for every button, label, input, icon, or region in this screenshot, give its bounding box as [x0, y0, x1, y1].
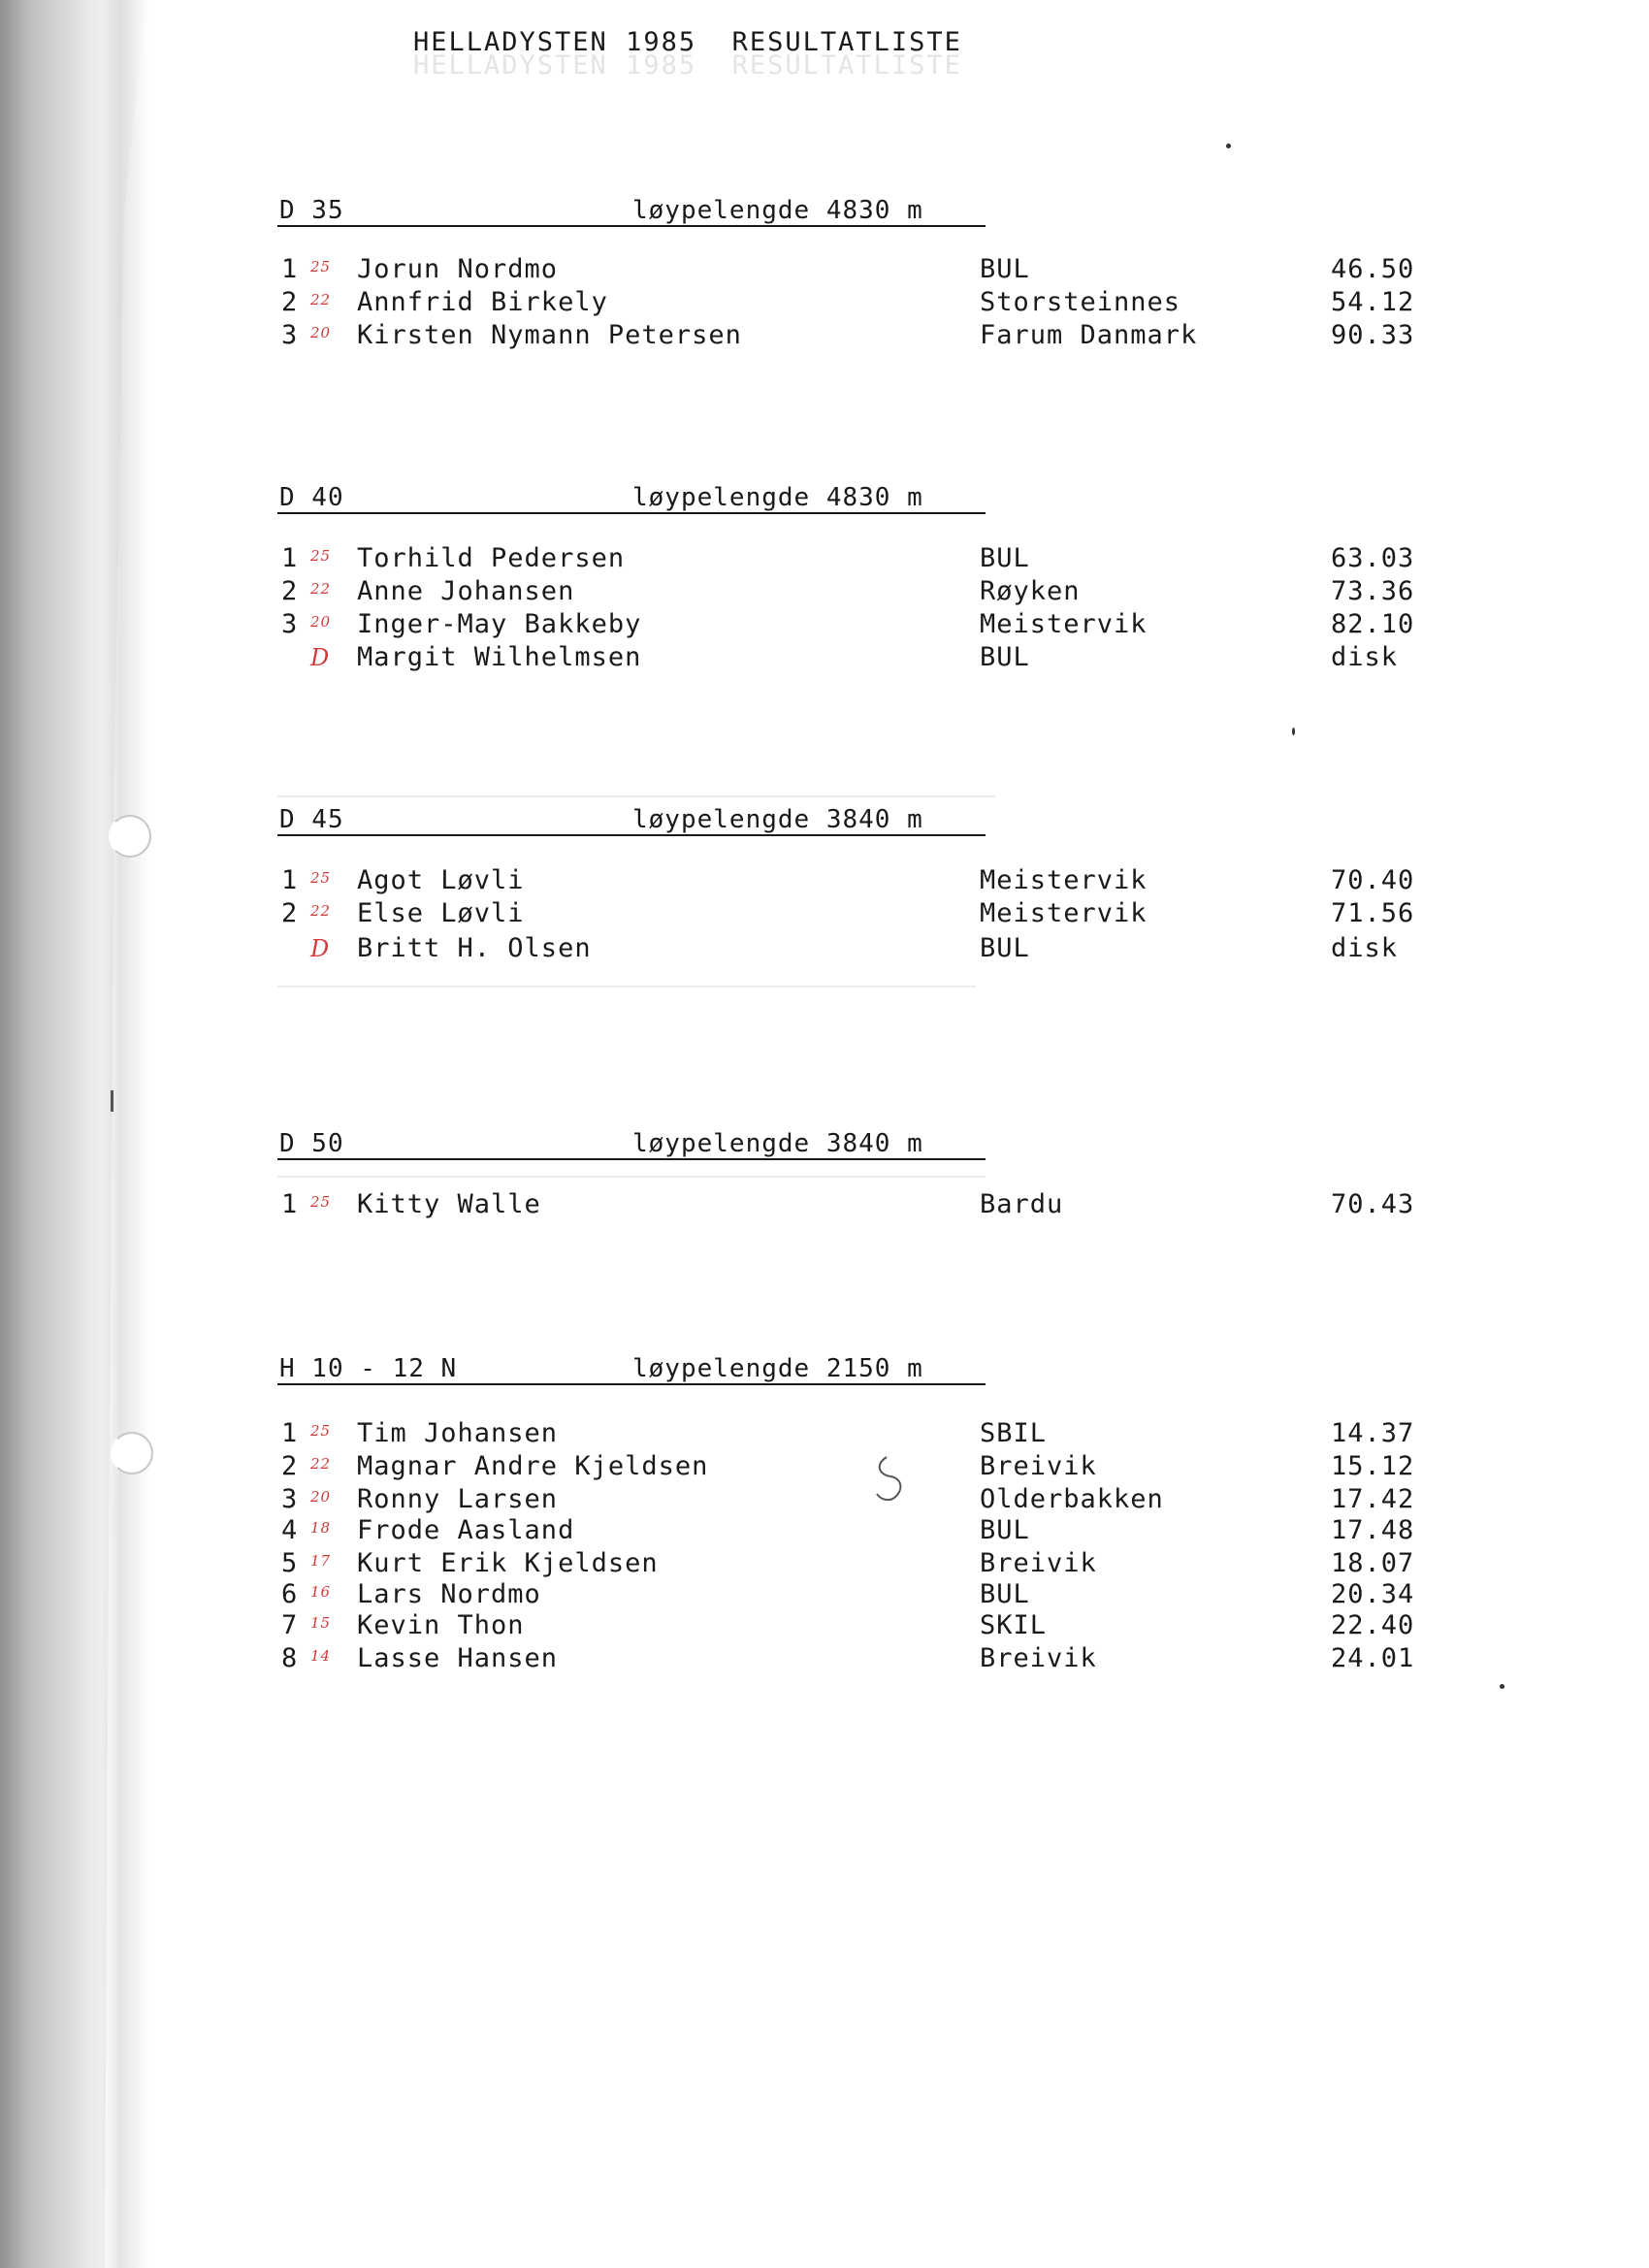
time: 90.33 — [1331, 320, 1415, 350]
section-header-d40 — [277, 479, 986, 514]
runner-name: Lars Nordmo — [357, 1579, 541, 1609]
time: 71.56 — [1331, 898, 1415, 928]
course-length: løypelengde 3840 m — [632, 805, 923, 834]
result-row — [281, 254, 1415, 287]
place: 2 — [281, 898, 299, 928]
class-label: D 45 — [279, 805, 344, 834]
points-annotation: 22 — [310, 1455, 332, 1473]
bleed-through-line — [277, 986, 976, 988]
points-annotation: 25 — [310, 1422, 332, 1440]
time: 17.42 — [1331, 1484, 1415, 1514]
time: 24.01 — [1331, 1643, 1415, 1673]
runner-name: Kitty Walle — [357, 1189, 541, 1219]
runner-name: Lasse Hansen — [357, 1643, 559, 1673]
time: 15.12 — [1331, 1451, 1415, 1481]
points-annotation: 22 — [310, 291, 332, 308]
page-title: HELLADYSTEN 1985 RESULTATLISTE — [413, 27, 962, 57]
class-label: D 50 — [279, 1129, 344, 1158]
points-annotation: 20 — [310, 324, 332, 341]
class-label: D 35 — [279, 196, 344, 225]
points-annotation: 15 — [310, 1614, 332, 1632]
place: 1 — [281, 1418, 299, 1448]
dust-speck — [1226, 144, 1231, 148]
runner-name: Anne Johansen — [357, 576, 575, 606]
place: 5 — [281, 1548, 299, 1578]
club: BUL — [980, 1579, 1030, 1609]
club: Breivik — [980, 1548, 1097, 1578]
time: 14.37 — [1331, 1418, 1415, 1448]
result-row — [281, 1579, 1415, 1612]
place: 4 — [281, 1515, 299, 1545]
club: Bardu — [980, 1189, 1064, 1219]
margin-mark — [111, 1090, 113, 1112]
place: 6 — [281, 1579, 299, 1609]
runner-name: Agot Løvli — [357, 865, 525, 895]
result-row — [281, 609, 1415, 642]
result-row — [281, 576, 1415, 609]
club: SKIL — [980, 1610, 1048, 1640]
disqualified-annotation: D — [310, 644, 331, 671]
points-annotation: 18 — [310, 1519, 332, 1537]
place: 3 — [281, 320, 299, 350]
place: 1 — [281, 1189, 299, 1219]
result-row — [281, 865, 1415, 898]
course-length: løypelengde 4830 m — [632, 483, 923, 512]
time: 18.07 — [1331, 1548, 1415, 1578]
result-row — [281, 543, 1415, 576]
runner-name: Tim Johansen — [357, 1418, 559, 1448]
points-annotation: 22 — [310, 902, 332, 920]
time: 46.50 — [1331, 254, 1415, 284]
points-annotation: 25 — [310, 258, 332, 275]
points-annotation: 14 — [310, 1647, 332, 1665]
place: 3 — [281, 1484, 299, 1514]
dust-speck — [1500, 1684, 1504, 1689]
time: 54.12 — [1331, 287, 1415, 317]
class-label: H 10 - 12 N — [279, 1354, 458, 1383]
result-row — [281, 1189, 1415, 1222]
runner-name: Ronny Larsen — [357, 1484, 559, 1514]
club: BUL — [980, 254, 1030, 284]
bleed-through-line — [277, 1176, 986, 1178]
section-header-d50 — [277, 1125, 986, 1160]
punch-hole — [109, 815, 151, 858]
class-label: D 40 — [279, 483, 344, 512]
section-header-d35 — [277, 192, 986, 227]
place: 1 — [281, 254, 299, 284]
pen-scribble — [865, 1451, 923, 1509]
time: 20.34 — [1331, 1579, 1415, 1609]
runner-name: Torhild Pedersen — [357, 543, 626, 573]
runner-name: Inger-May Bakkeby — [357, 609, 642, 639]
runner-name: Kurt Erik Kjeldsen — [357, 1548, 659, 1578]
place: 1 — [281, 865, 299, 895]
points-annotation: 20 — [310, 1488, 332, 1506]
time: 22.40 — [1331, 1610, 1415, 1640]
course-length: løypelengde 3840 m — [632, 1129, 923, 1158]
time: 63.03 — [1331, 543, 1415, 573]
time: 73.36 — [1331, 576, 1415, 606]
bleed-through-title: HELLADYSTEN 1985 RESULTATLISTE — [413, 50, 962, 81]
result-row — [281, 287, 1415, 320]
result-row — [281, 1610, 1415, 1643]
club: BUL — [980, 543, 1030, 573]
club: SBIL — [980, 1418, 1048, 1448]
club: Breivik — [980, 1643, 1097, 1673]
club: Storsteinnes — [980, 287, 1181, 317]
place: 2 — [281, 1451, 299, 1481]
result-row — [281, 1451, 1415, 1484]
course-length: løypelengde 2150 m — [632, 1354, 923, 1383]
runner-name: Margit Wilhelmsen — [357, 642, 642, 672]
time: 70.40 — [1331, 865, 1415, 895]
disqualified-annotation: D — [310, 935, 331, 962]
result-row — [281, 642, 1399, 675]
result-row — [281, 1418, 1415, 1451]
result-row — [281, 1484, 1415, 1517]
section-header-d45 — [277, 801, 986, 836]
result-row — [281, 1643, 1415, 1676]
result-row — [281, 320, 1415, 353]
runner-name: Magnar Andre Kjeldsen — [357, 1451, 709, 1481]
place: 1 — [281, 543, 299, 573]
place: 7 — [281, 1610, 299, 1640]
runner-name: Kevin Thon — [357, 1610, 525, 1640]
club: BUL — [980, 642, 1030, 672]
time: disk — [1331, 642, 1399, 672]
points-annotation: 25 — [310, 869, 332, 887]
place: 3 — [281, 609, 299, 639]
place: 2 — [281, 576, 299, 606]
bleed-through-line — [277, 795, 995, 797]
club: Meistervik — [980, 865, 1148, 895]
time: 82.10 — [1331, 609, 1415, 639]
paper-curl-edge — [101, 0, 149, 2268]
runner-name: Else Løvli — [357, 898, 525, 928]
section-header-h10-12n — [277, 1350, 986, 1385]
club: BUL — [980, 1515, 1030, 1545]
time: 70.43 — [1331, 1189, 1415, 1219]
runner-name: Frode Aasland — [357, 1515, 575, 1545]
runner-name: Kirsten Nymann Petersen — [357, 320, 742, 350]
result-row — [281, 933, 1399, 966]
time: disk — [1331, 933, 1399, 963]
course-length: løypelengde 4830 m — [632, 196, 923, 225]
club: BUL — [980, 933, 1030, 963]
club: Røyken — [980, 576, 1081, 606]
points-annotation: 20 — [310, 613, 332, 631]
club: Meistervik — [980, 898, 1148, 928]
runner-name: Britt H. Olsen — [357, 933, 592, 963]
punch-hole — [111, 1432, 153, 1474]
place: 8 — [281, 1643, 299, 1673]
club: Meistervik — [980, 609, 1148, 639]
points-annotation: 16 — [310, 1583, 332, 1601]
club: Olderbakken — [980, 1484, 1164, 1514]
runner-name: Jorun Nordmo — [357, 254, 559, 284]
club: Farum Danmark — [980, 320, 1198, 350]
club: Breivik — [980, 1451, 1097, 1481]
place: 2 — [281, 287, 299, 317]
points-annotation: 17 — [310, 1552, 332, 1570]
runner-name: Annfrid Birkely — [357, 287, 608, 317]
result-row — [281, 1548, 1415, 1581]
result-row — [281, 898, 1415, 931]
points-annotation: 22 — [310, 580, 332, 598]
points-annotation: 25 — [310, 1193, 332, 1211]
points-annotation: 25 — [310, 547, 332, 565]
dust-speck — [1292, 728, 1295, 735]
result-row — [281, 1515, 1415, 1548]
time: 17.48 — [1331, 1515, 1415, 1545]
